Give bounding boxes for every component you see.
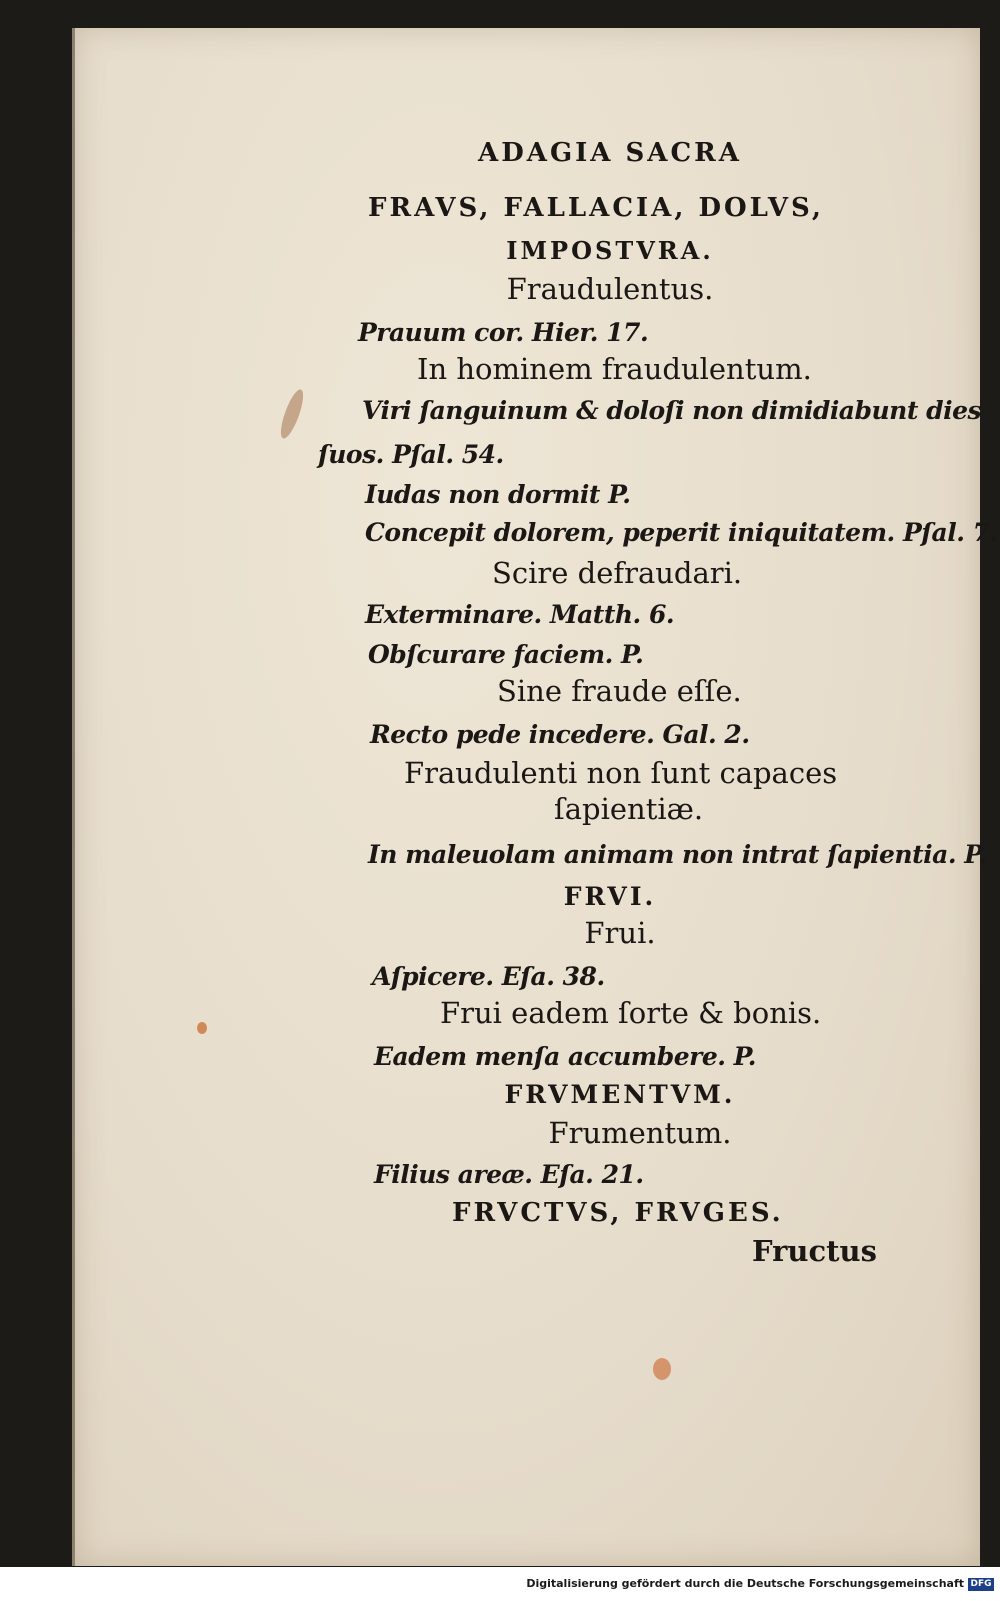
section-heading: FRVI. <box>563 882 657 911</box>
subheading: In hominem fraudulentum. <box>417 352 812 386</box>
section-heading: FRAVS, FALLACIA, DOLVS, <box>368 193 824 223</box>
subheading: Scire defraudari. <box>492 556 743 590</box>
entry: Prauum cor. Hier. 17. <box>358 318 649 347</box>
entry: Exterminare. Matth. 6. <box>365 600 675 629</box>
ink-stain <box>277 387 308 441</box>
entry: Eadem menſa accumbere. P. <box>374 1042 756 1071</box>
subheading: Frui eadem ſorte & bonis. <box>440 996 822 1030</box>
section-heading: IMPOSTVRA. <box>506 236 714 265</box>
entry: Concepit dolorem, peperit iniquitatem. Pſal. 7. <box>365 518 998 547</box>
entry: ſuos. Pſal. 54. <box>318 440 504 469</box>
subheading: Fraudulenti non ſunt capaces <box>404 756 838 790</box>
entry: Iudas non dormit P. <box>365 480 631 509</box>
running-head: ADAGIA SACRA <box>478 138 742 168</box>
subheading: Frumentum. <box>548 1116 732 1150</box>
dfg-logo: DFG <box>968 1578 994 1591</box>
subheading: Fraudulentus. <box>506 272 714 306</box>
footer-bar <box>0 1567 1000 1601</box>
catchword: Fructus <box>752 1234 877 1268</box>
entry: Recto pede incedere. Gal. 2. <box>370 720 750 749</box>
footer-credit: Digitalisierung gefördert durch die Deutsche Forschungsgemeinschaft <box>526 1577 964 1590</box>
ink-stain <box>197 1022 207 1034</box>
subheading: ſapientiæ. <box>554 792 704 826</box>
subheading: Frui. <box>584 916 656 950</box>
section-heading: FRVCTVS, FRVGES. <box>452 1198 784 1228</box>
entry: In maleuolam animam non intrat ſapientia. P. <box>368 840 987 869</box>
entry: Viri ſanguinum & doloſi non dimidiabunt dies <box>362 396 982 425</box>
entry: Obſcurare faciem. P. <box>368 640 644 669</box>
entry: Aſpicere. Eſa. 38. <box>372 962 605 991</box>
subheading: Sine fraude eſſe. <box>497 674 742 708</box>
ink-stain <box>653 1358 671 1380</box>
section-heading: FRVMENTVM. <box>504 1080 736 1109</box>
entry: Filius areæ. Eſa. 21. <box>374 1160 644 1189</box>
